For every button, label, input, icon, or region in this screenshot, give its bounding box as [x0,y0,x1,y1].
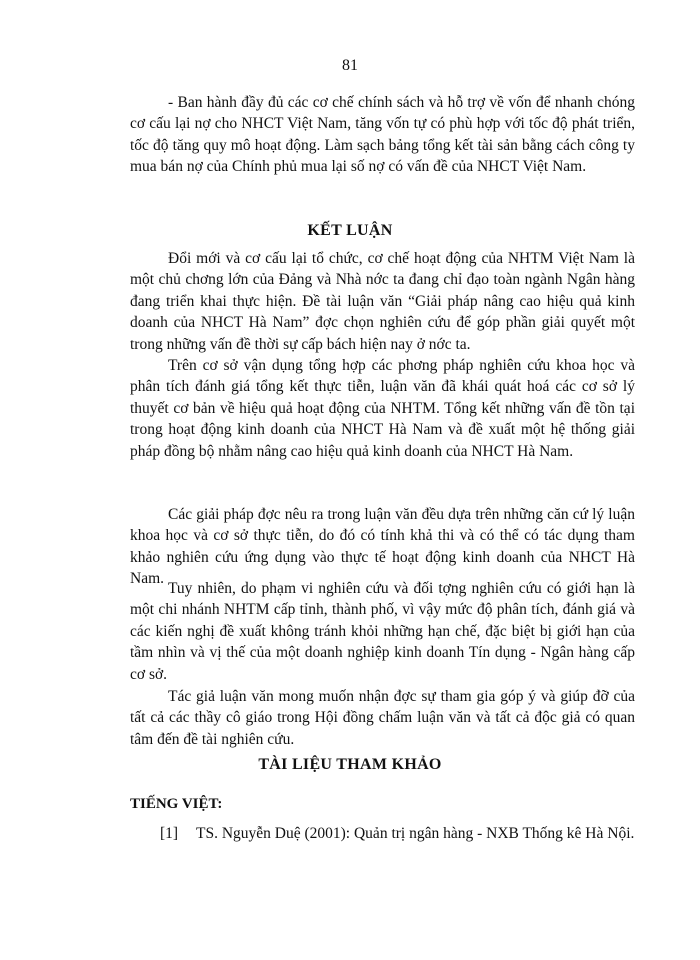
references-subheading: TIẾNG VIỆT: [130,796,223,812]
conclusion-paragraph-2: Trên cơ sở vận dụng tổng hợp các phơng pháp nghiên cứu khoa học và phân tích đánh giá tổng kết thực tiễn, luận văn đã khái quát hoá các cơ sở lý thuyết cơ bản về hiệu quả hoạt động của NHTM. Tổng kết những vấn đề tồn tại trong hoạt động kinh doanh của NHCT Hà Nam và đề xuất một hệ thống giải pháp đồng bộ nhằm nâng cao hiệu quả kinh doanh của NHCT Hà Nam. [130,357,635,460]
conclusion-heading: KẾT LUẬN [307,222,393,239]
conclusion-paragraph-3: Các giải pháp đợc nêu ra trong luận văn đều dựa trên những căn cứ lý luận khoa học và cơ sở thực tiễn, do đó có tính khả thi và có thể có tác dụng tham khảo nghiên cứu ứng dụng vào thực tế hoạt động kinh doanh của NHCT Hà Nam. [130,506,635,588]
reference-item [130,822,635,845]
reference-text: TS. Nguyễn Duệ (2001): Quản trị ngân hàng - NXB Thống kê Hà Nội. [196,825,635,842]
conclusion-paragraph-5: Tác giả luận văn mong muốn nhận đợc sự tham gia góp ý và giúp đỡ của tất cả các thầy cô giáo trong Hội đồng chấm luận văn và tất cả độc giả có quan tâm đến đề tài nghiên cứu. [130,688,635,748]
reference-number: [1] [160,825,179,842]
conclusion-paragraph-4: Tuy nhiên, do phạm vi nghiên cứu và đối tợng nghiên cứu có giới hạn là một chi nhánh NHTM cấp tỉnh, thành phố, vì vậy mức độ phân tích, đánh giá và các kiến nghị đề xuất không tránh khỏi những hạn chế, đặc biệt bị giới hạn của tầm nhìn và vị thế của một doanh nghiệp kinh doanh Tín dụng - Ngân hàng cấp cơ sở. [130,580,635,683]
intro-paragraph: - Ban hành đầy đủ các cơ chế chính sách và hỗ trợ về vốn để nhanh chóng cơ cấu lại nợ cho NHCT Việt Nam, tăng vốn tự có phù hợp với tốc độ phát triển, tốc độ tăng quy mô hoạt động. Làm sạch bảng tổng kết tài sản bằng cách công ty mua bán nợ của Chính phủ mua lại số nợ có vấn đề của NHCT Việt Nam. [130,94,635,176]
page-number: 81 [342,57,358,74]
conclusion-paragraph-1: Đổi mới và cơ cấu lại tổ chức, cơ chế hoạt động của NHTM Việt Nam là một chủ chơng lớn của Đảng và Nhà nớc ta đang chỉ đạo toàn ngành Ngân hàng đang triển khai thực hiện. Đề tài luận văn “Giải pháp nâng cao hiệu quả kinh doanh của NHCT Hà Nam” đợc chọn nghiên cứu để góp phần giải quyết một trong những vấn đề thời sự cấp bách hiện nay ở nớc ta. [130,250,635,353]
references-heading: TÀI LIỆU THAM KHẢO [258,756,442,773]
